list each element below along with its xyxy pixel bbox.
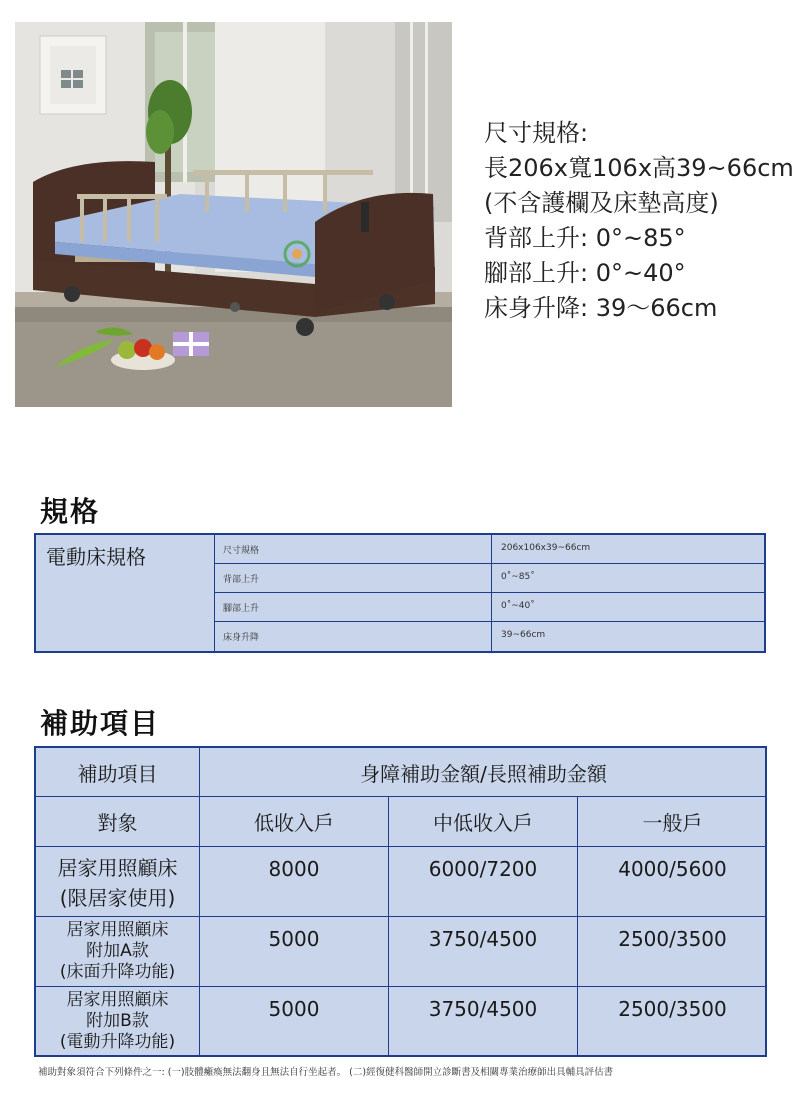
spec-section-title: 規格 bbox=[40, 495, 101, 528]
row-label bbox=[36, 987, 200, 1055]
spec-value: 206x106x39~66cm bbox=[491, 535, 764, 563]
size-spec-line: 長206x寬106x高39~66cm bbox=[484, 154, 794, 182]
spec-key: 腳部上升 bbox=[223, 604, 260, 614]
table-row bbox=[214, 535, 764, 564]
size-spec-line: 背部上升: 0°~85° bbox=[484, 224, 686, 252]
spec-table bbox=[34, 533, 766, 653]
column-header-mid-low-income: 中低收入戶 bbox=[389, 797, 578, 847]
table-cell: 2500/3500 bbox=[618, 997, 727, 1021]
row-label-line: 附加A款 bbox=[86, 941, 149, 961]
spec-value: 0˚~40˚ bbox=[491, 593, 764, 621]
row-label-line: (電動升降功能) bbox=[59, 1032, 176, 1052]
row-label-line: 附加B款 bbox=[86, 1011, 149, 1031]
row-label-line: (床面升降功能) bbox=[59, 962, 176, 982]
subsidy-footnote: 補助對象須符合下列條件之一: (一)肢體癱瘓無法翻身且無法自行坐起者。 (二)經復健科醫師開立診斷書及相關專業治療師出具輔具評估書 bbox=[38, 1067, 614, 1078]
table-cell: 5000 bbox=[200, 917, 389, 987]
row-label-line: 居家用照顧床 bbox=[66, 920, 169, 940]
header-amount: 身障補助金額/長照補助金額 bbox=[200, 748, 767, 797]
table-cell: 2500/3500 bbox=[578, 917, 767, 987]
subsidy-table bbox=[34, 746, 767, 1057]
table-row bbox=[214, 564, 764, 593]
table-row bbox=[214, 622, 764, 651]
table-cell: 3750/4500 bbox=[389, 987, 578, 1055]
row-label bbox=[36, 917, 200, 987]
spec-table-name: 電動床規格 bbox=[46, 545, 146, 569]
electric-bed-illustration bbox=[15, 22, 452, 407]
size-spec-heading: 尺寸規格: bbox=[484, 119, 589, 147]
header-item: 補助項目 bbox=[36, 748, 200, 797]
bed-photo bbox=[15, 22, 452, 407]
spec-key: 尺寸規格 bbox=[223, 546, 260, 556]
column-header-low-income: 低收入戶 bbox=[200, 797, 389, 847]
spec-table-rows bbox=[214, 535, 764, 651]
spec-key: 床身升降 bbox=[223, 633, 260, 643]
header-target: 對象 bbox=[36, 797, 200, 847]
table-row bbox=[214, 593, 764, 622]
spec-key: 背部上升 bbox=[223, 575, 260, 585]
spec-value: 0˚~85˚ bbox=[491, 564, 764, 592]
size-spec-line: 腳部上升: 0°~40° bbox=[484, 259, 686, 287]
subsidy-section-title: 補助項目 bbox=[40, 707, 161, 740]
size-spec-line: (不含護欄及床墊高度) bbox=[484, 189, 719, 217]
table-cell: 5000 bbox=[200, 987, 389, 1055]
row-label bbox=[36, 847, 200, 917]
table-cell: 6000/7200 bbox=[389, 847, 578, 917]
row-label-line: 居家用照顧床 bbox=[57, 856, 178, 880]
spec-value: 39~66cm bbox=[491, 622, 764, 651]
column-header-general: 一般戶 bbox=[578, 797, 767, 847]
table-cell: 8000 bbox=[200, 847, 389, 917]
table-cell: 3750/4500 bbox=[389, 917, 578, 987]
row-label-line: (限居家使用) bbox=[59, 886, 176, 910]
size-spec-text bbox=[484, 116, 794, 326]
row-label-line: 居家用照顧床 bbox=[66, 990, 169, 1010]
table-cell: 4000/5600 bbox=[578, 847, 767, 917]
size-spec-line: 床身升降: 39～66cm bbox=[484, 294, 718, 322]
